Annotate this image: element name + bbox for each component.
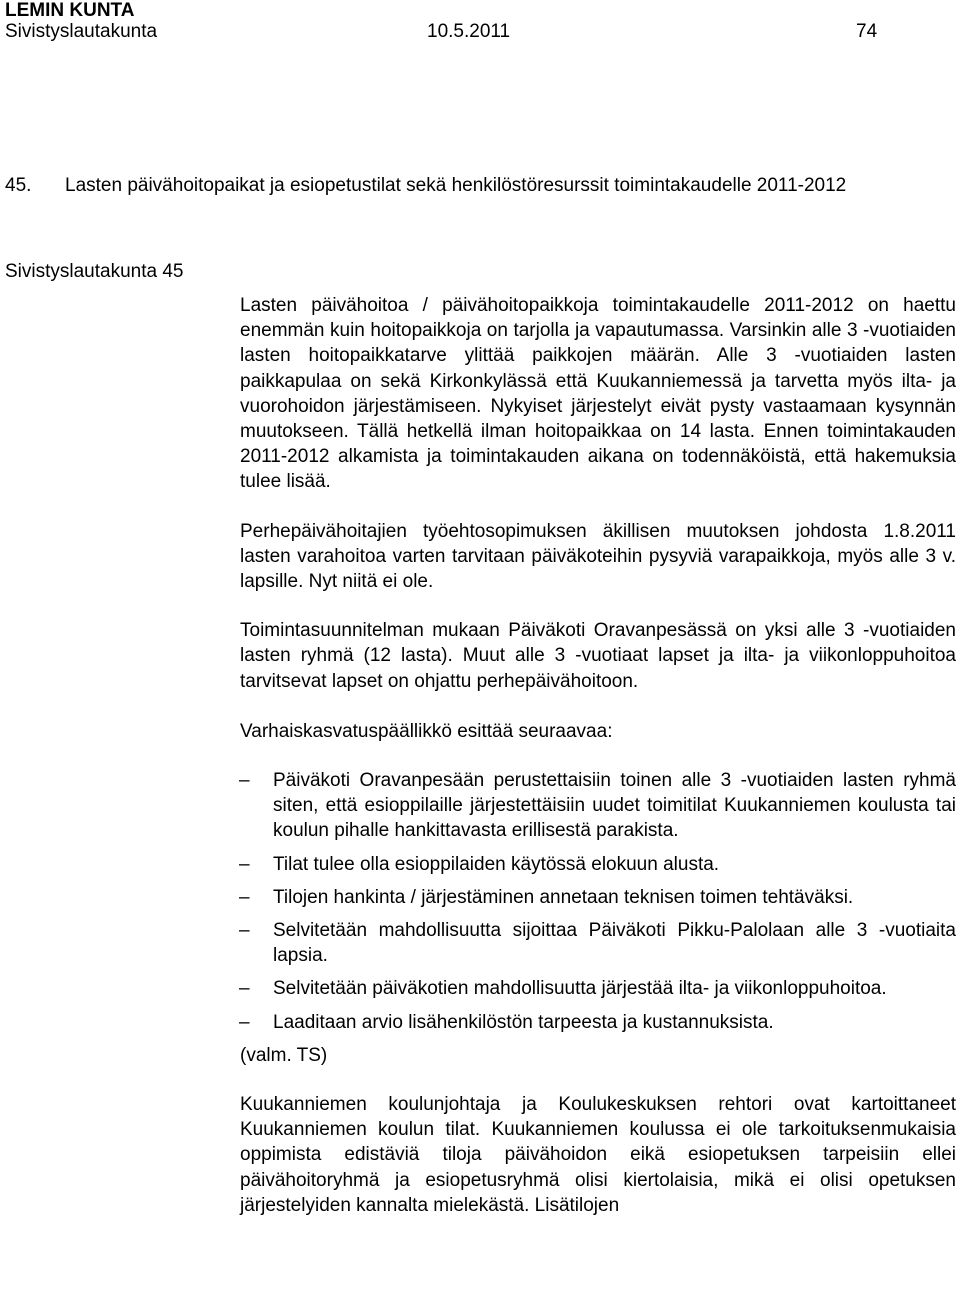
organization-name: LEMIN KUNTA [5, 0, 135, 21]
proposal-intro: Varhaiskasvatuspäällikkö esittää seuraavaa: [240, 720, 613, 742]
list-item [239, 918, 956, 968]
list-item [239, 976, 956, 1001]
list-item-text: Päiväkoti Oravanpesään perustettaisiin toinen alle 3 -vuotiaiden lasten ryhmä siten, että esioppilaille järjestettäisiin uudet toimitilat Kuukanniemen koulusta tai koulun pihalle hankittavasta erillisestä parakista. [273, 770, 956, 842]
paragraph-3: Toimintasuunnitelman mukaan Päiväkoti Oravanpesässä on yksi alle 3 -vuotiaiden lasten ryhmä (12 lasta). Muut alle 3 -vuotiaat lapset ja ilta- ja viikonloppuhoitoa tarvitsevat lapset on ohjattu perhepäivähoitoon. [240, 620, 956, 692]
page-number: 74 [856, 21, 878, 42]
dash-marker: – [239, 886, 250, 908]
header-date: 10.5.2011 [427, 21, 511, 42]
list-item [239, 885, 956, 910]
document-body [240, 293, 956, 1218]
paragraph-4: Kuukanniemen koulunjohtaja ja Koulukeskuksen rehtori ovat kartoittaneet Kuukanniemen koulun tilat. Kuukanniemen koulussa ei ole tarkoituksenmukaisia oppimista edistäviä tiloja päivähoidon eikä esiopetuksen tarpeisiin ellei päivähoitoryhmä ja esiopetusryhmä olisi kiertolaisia, mikä ei olisi opetuksen järjestelyiden kannalta mielekästä. Lisätilojen [240, 1094, 956, 1216]
dash-marker: – [239, 920, 250, 942]
section-number: 45. [5, 175, 32, 196]
dash-marker: – [239, 1011, 250, 1033]
dash-marker: – [239, 770, 250, 792]
board-reference: Sivistyslautakunta 45 [5, 261, 184, 282]
list-item-text: Selvitetään päiväkotien mahdollisuutta järjestää ilta- ja viikonloppuhoitoa. [273, 978, 887, 1000]
dash-marker: – [239, 978, 250, 1000]
paragraph-2: Perhepäivähoitajien työehtosopimuksen äkillisen muutoksen johdosta 1.8.2011 lasten varahoitoa varten tarvitaan päiväkoteihin pysyviä varapaikkoja, myös alle 3 v. lapsille. Nyt niitä ei ole. [240, 520, 956, 593]
list-item-text: Laaditaan arvio lisähenkilöstön tarpeesta ja kustannuksista. [273, 1011, 774, 1033]
proposal-list [239, 768, 956, 1035]
preparer-note: (valm. TS) [240, 1044, 328, 1066]
list-item [239, 852, 956, 877]
list-item-text: Tilat tulee olla esioppilaiden käytössä elokuun alusta. [273, 853, 720, 875]
list-item-text: Selvitetään mahdollisuutta sijoittaa Päiväkoti Pikku-Palolaan alle 3 -vuotiaita lapsia. [273, 920, 956, 967]
dash-marker: – [239, 853, 250, 875]
list-item-text: Tilojen hankinta / järjestäminen annetaan teknisen toimen tehtäväksi. [273, 886, 854, 908]
header-department: Sivistyslautakunta [5, 21, 158, 42]
list-item [239, 768, 956, 844]
list-item [239, 1010, 956, 1035]
section-title [5, 173, 905, 198]
paragraph-1: Lasten päivähoitoa / päivähoitopaikkoja toimintakaudelle 2011-2012 on haettu enemmän kuin hoitopaikkoja on tarjolla ja vapautumassa. Varsinkin alle 3 -vuotiaiden lasten hoitopaikkatarve ylittää paikkojen määrän. Alle 3 -vuotiaiden lasten paikkapulaa on sekä Kirkonkylässä että Kuukanniemessä ja tarvetta myös ilta- ja vuorohoidon järjestämiseen. Nykyiset järjestelyt eivät pysty vastaamaan kysynnän muutokseen. Tällä hetkellä ilman hoitopaikkaa on 14 lasta. Ennen toimintakauden 2011-2012 alkamista ja toimintakauden aikana on todennäköistä, että hakemuksia tulee lisää. [240, 295, 956, 493]
section-title-text: Lasten päivähoitopaikat ja esiopetustilat sekä henkilöstöresurssit toimintakaudelle 2011-2012 [65, 175, 847, 196]
